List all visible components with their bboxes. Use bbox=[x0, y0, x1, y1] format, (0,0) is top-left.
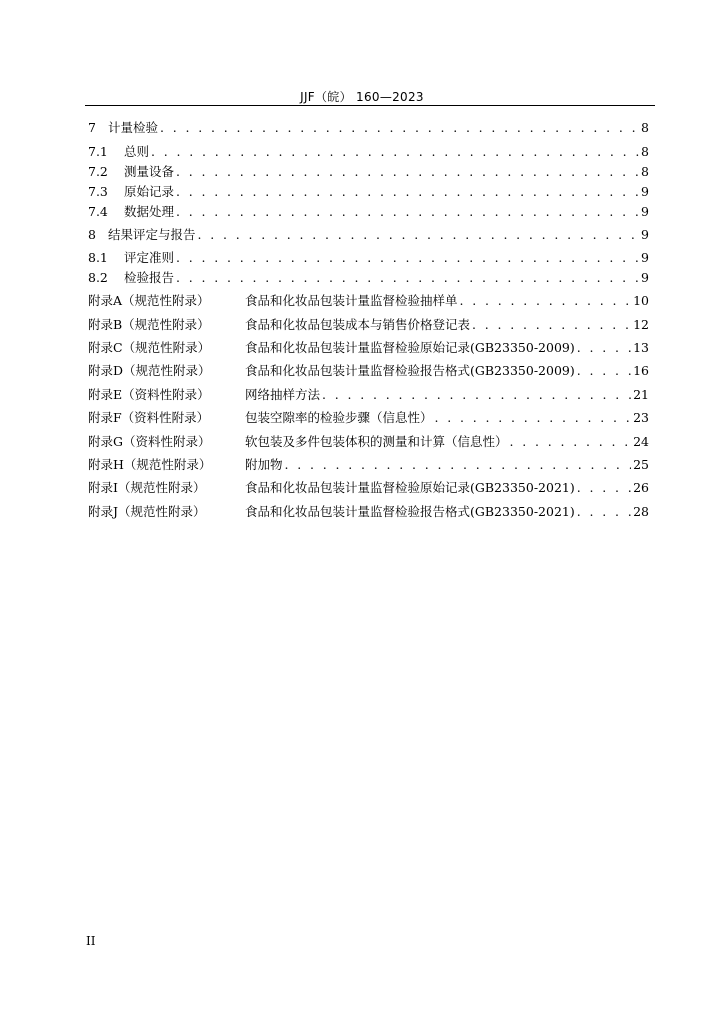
toc-entry[interactable] bbox=[88, 163, 649, 181]
toc-entry-title: 附加物 bbox=[245, 457, 283, 472]
toc-entry-number: 附录B（规范性附录） bbox=[88, 317, 210, 332]
toc-entry[interactable] bbox=[88, 269, 649, 287]
toc-entry-page: 8 bbox=[641, 120, 649, 135]
toc-entry-number: 7 bbox=[88, 120, 96, 135]
toc-entry-title: 原始记录 bbox=[124, 184, 175, 199]
toc-entry-title: 食品和化妆品包装计量监督检验报告格式(GB23350-2021) bbox=[245, 504, 575, 519]
toc-entry-title: 总则 bbox=[124, 144, 150, 159]
toc-leader-dots bbox=[577, 503, 631, 521]
toc-entry-title: 结果评定与报告 bbox=[108, 227, 196, 242]
header-rule bbox=[85, 105, 655, 106]
toc-leader-dots bbox=[577, 339, 631, 357]
toc-entry-page: 9 bbox=[641, 270, 649, 285]
toc-entry[interactable] bbox=[88, 386, 649, 404]
toc-entry-number: 附录C（规范性附录） bbox=[88, 340, 211, 355]
toc-entry-title: 食品和化妆品包装计量监督检验抽样单 bbox=[245, 293, 458, 308]
toc-leader-dots bbox=[176, 269, 639, 287]
toc-entry-page: 9 bbox=[641, 184, 649, 199]
toc-entry[interactable] bbox=[88, 362, 649, 380]
toc-entry-page: 9 bbox=[641, 227, 649, 242]
toc-leader-dots bbox=[176, 163, 639, 181]
toc-entry-page: 24 bbox=[633, 434, 649, 449]
toc-entry[interactable] bbox=[88, 143, 649, 161]
toc-entry-number: 附录D（规范性附录） bbox=[88, 363, 211, 378]
toc-entry-page: 9 bbox=[641, 204, 649, 219]
toc-entry-page: 12 bbox=[633, 317, 649, 332]
toc-leader-dots bbox=[176, 203, 639, 221]
toc-entry-number: 附录A（规范性附录） bbox=[88, 293, 210, 308]
toc-leader-dots bbox=[151, 143, 639, 161]
toc-entry-number: 附录G（资料性附录） bbox=[88, 434, 211, 449]
toc-entry[interactable] bbox=[88, 249, 649, 267]
toc-entry-title: 网络抽样方法 bbox=[245, 387, 321, 402]
toc-leader-dots bbox=[322, 386, 631, 404]
toc-entry-number: 附录I（规范性附录） bbox=[88, 480, 206, 495]
toc-leader-dots bbox=[577, 362, 631, 380]
toc-entry-page: 16 bbox=[633, 363, 649, 378]
toc-entry-title: 食品和化妆品包装计量监督检验原始记录(GB23350-2021) bbox=[245, 480, 575, 495]
toc-entry-title: 包装空隙率的检验步骤（信息性） bbox=[245, 410, 433, 425]
toc-entry-title: 测量设备 bbox=[124, 164, 175, 179]
toc-entry[interactable] bbox=[88, 433, 649, 451]
toc-entry[interactable] bbox=[88, 119, 649, 137]
toc-entry-page: 21 bbox=[633, 387, 649, 402]
toc-entry-title: 计量检验 bbox=[108, 120, 159, 135]
toc-entry-number: 附录F（资料性附录） bbox=[88, 410, 210, 425]
toc-entry[interactable] bbox=[88, 226, 649, 244]
toc-entry[interactable] bbox=[88, 339, 649, 357]
toc-entry-page: 28 bbox=[633, 504, 649, 519]
toc-entry-page: 10 bbox=[633, 293, 649, 308]
toc-entry-number: 附录H（规范性附录） bbox=[88, 457, 212, 472]
toc-leader-dots bbox=[435, 409, 632, 427]
toc-entry-page: 26 bbox=[633, 480, 649, 495]
toc-entry-number: 附录J（规范性附录） bbox=[88, 504, 206, 519]
toc-entry-page: 13 bbox=[633, 340, 649, 355]
toc-entry-title: 软包装及多件包装体积的测量和计算（信息性） bbox=[245, 434, 508, 449]
toc-entry-page: 8 bbox=[641, 144, 649, 159]
page-number: II bbox=[86, 934, 96, 948]
toc-leader-dots bbox=[285, 456, 632, 474]
toc-entry-number: 8.2 bbox=[88, 270, 108, 285]
toc-entry-title: 食品和化妆品包装计量监督检验报告格式(GB23350-2009) bbox=[245, 363, 575, 378]
toc-leader-dots bbox=[198, 226, 640, 244]
toc-leader-dots bbox=[510, 433, 632, 451]
toc-leader-dots bbox=[176, 183, 639, 201]
toc-entry-number: 7.4 bbox=[88, 204, 108, 219]
toc-entry-number: 7.2 bbox=[88, 164, 108, 179]
toc-leader-dots bbox=[472, 316, 631, 334]
toc-entry[interactable] bbox=[88, 503, 649, 521]
toc-leader-dots bbox=[577, 479, 631, 497]
toc-entry-number: 附录E（资料性附录） bbox=[88, 387, 210, 402]
toc-entry-number: 7.3 bbox=[88, 184, 108, 199]
toc-entry[interactable] bbox=[88, 292, 649, 310]
toc-leader-dots bbox=[460, 292, 632, 310]
toc-entry[interactable] bbox=[88, 203, 649, 221]
toc-leader-dots bbox=[160, 119, 639, 137]
toc-entry-page: 25 bbox=[633, 457, 649, 472]
toc-entry-title: 食品和化妆品包装成本与销售价格登记表 bbox=[245, 317, 471, 332]
page-header: JJF（皖） 160—2023 bbox=[300, 90, 424, 104]
toc-entry-title: 评定准则 bbox=[124, 250, 175, 265]
toc-entry-number: 8 bbox=[88, 227, 96, 242]
toc-entry[interactable] bbox=[88, 409, 649, 427]
toc-entry[interactable] bbox=[88, 316, 649, 334]
toc-entry-page: 23 bbox=[633, 410, 649, 425]
toc-entry-page: 8 bbox=[641, 164, 649, 179]
toc-leader-dots bbox=[176, 249, 639, 267]
toc-entry-title: 检验报告 bbox=[124, 270, 175, 285]
toc-entry[interactable] bbox=[88, 456, 649, 474]
toc-entry-number: 7.1 bbox=[88, 144, 108, 159]
toc-entry[interactable] bbox=[88, 479, 649, 497]
toc-entry-page: 9 bbox=[641, 250, 649, 265]
toc-entry-title: 食品和化妆品包装计量监督检验原始记录(GB23350-2009) bbox=[245, 340, 575, 355]
toc-entry-number: 8.1 bbox=[88, 250, 108, 265]
toc-entry[interactable] bbox=[88, 183, 649, 201]
toc-entry-title: 数据处理 bbox=[124, 204, 175, 219]
